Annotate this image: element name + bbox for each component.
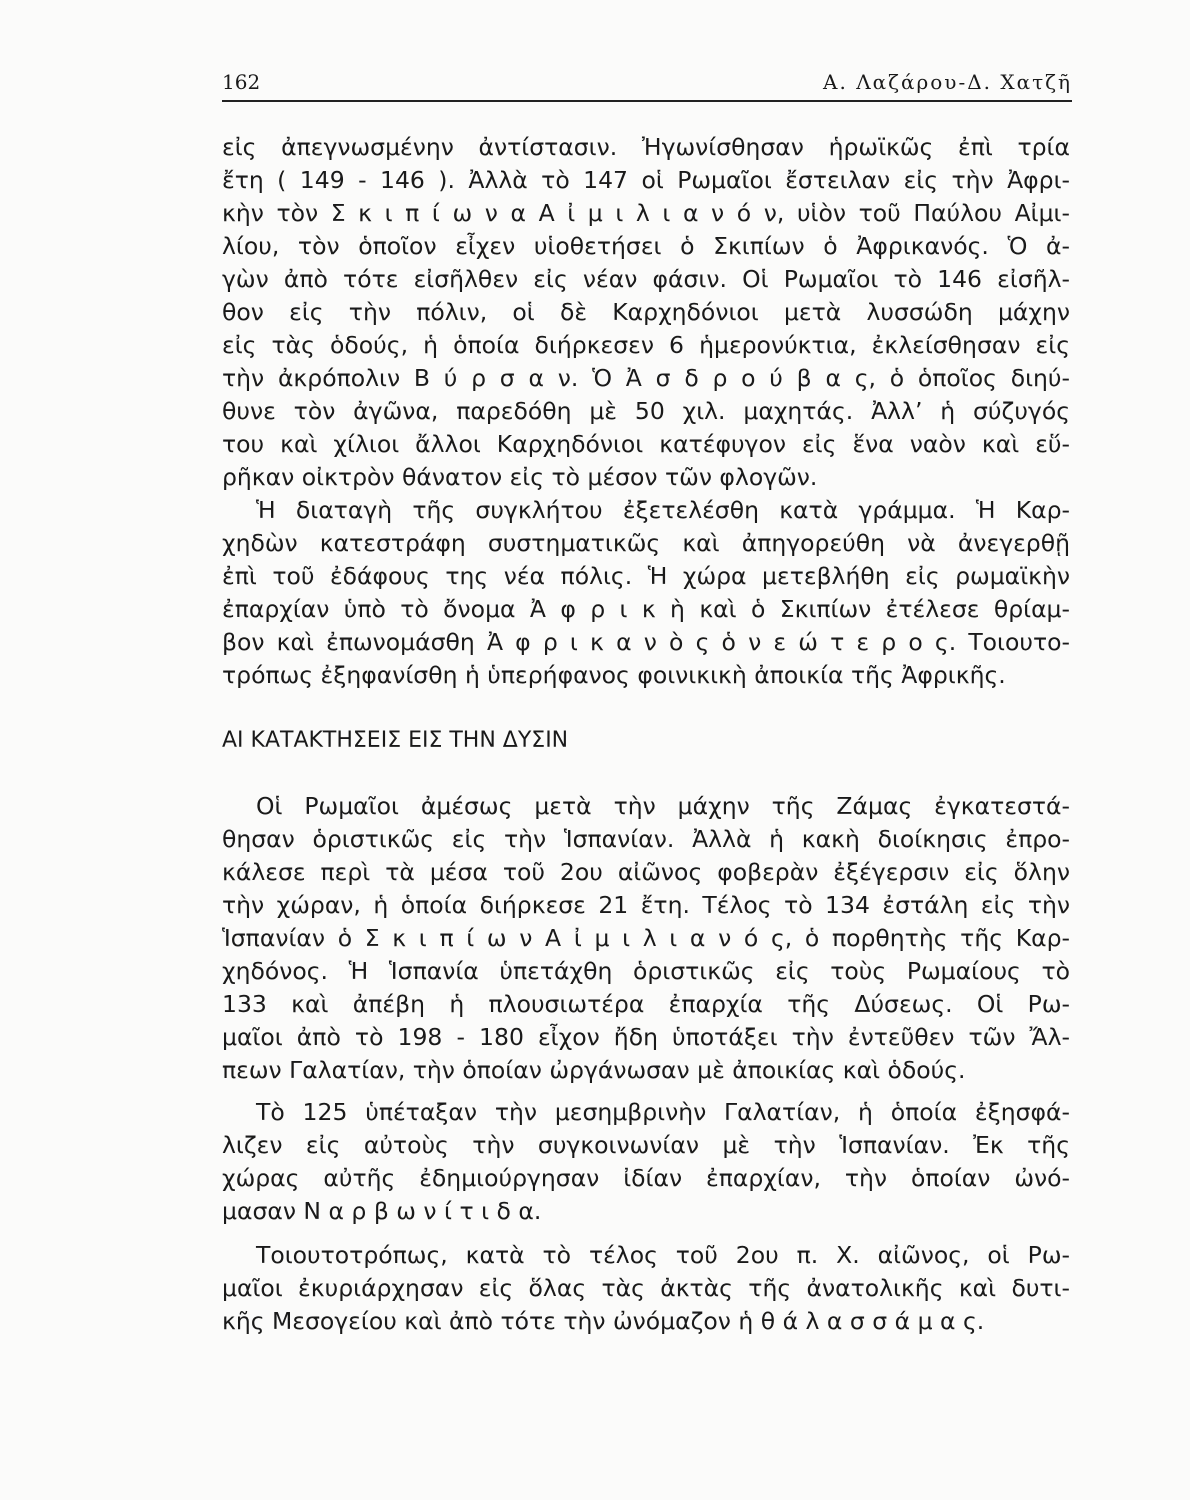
paragraph: [222, 131, 1070, 494]
text-line: ἐπαρχίαν ὑπὸ τὸ ὄνομα Ἀ φ ρ ι κ ὴ καὶ ὁ Σκιπίων ἐτέλεσε θρίαμ-: [222, 595, 1070, 623]
text-line: γὼν ἀπὸ τότε εἰσῆλθεν εἰς νέαν φάσιν. Οἱ Ρωμαῖοι τὸ 146 εἰσῆλ-: [222, 265, 1070, 293]
text-line: κῆς Μεσογείου καὶ ἀπὸ τότε τὴν ὠνόμαζον ἡ θ ά λ α σ σ ά μ α ς.: [222, 1307, 985, 1335]
section-heading: ΑΙ ΚΑΤΑΚΤΗΣΕΙΣ ΕΙΣ ΤΗΝ ΔΥΣΙΝ: [222, 728, 569, 753]
text-line: εἰς ἀπεγνωσμένην ἀντίστασιν. Ἠγωνίσθησαν ἡρωϊκῶς ἐπὶ τρία: [222, 133, 1070, 161]
text-line: 133 καὶ ἀπέβη ἡ πλουσιωτέρα ἐπαρχία τῆς Δύσεως. Οἱ Ρω-: [222, 990, 1070, 1018]
text-line: μαῖοι ἀπὸ τὸ 198 - 180 εἶχον ἤδη ὑποτάξει τὴν ἐντεῦθεν τῶν Ἄλ-: [222, 1023, 1070, 1051]
text-line: Οἱ Ρωμαῖοι ἀμέσως μετὰ τὴν μάχην τῆς Ζάμας ἐγκατεστά-: [256, 792, 1070, 820]
text-line: τρόπως ἐξηφανίσθη ἡ ὑπερήφανος φοινικικὴ ἀποικία τῆς Ἀφρικῆς.: [222, 661, 1006, 689]
text-line: θυνε τὸν ἀγῶνα, παρεδόθη μὲ 50 χιλ. μαχητάς. Ἀλλ’ ἡ σύζυγός: [222, 397, 1070, 425]
text-line: χώρας αὐτῆς ἐδημιούργησαν ἰδίαν ἐπαρχίαν, τὴν ὁποίαν ὠνό-: [222, 1164, 1070, 1192]
text-line: Τὸ 125 ὑπέταξαν τὴν μεσημβρινὴν Γαλατίαν, ἡ ὁποία ἐξησφά-: [256, 1098, 1070, 1126]
text-line: εἰς τὰς ὁδούς, ἡ ὁποία διήρκεσεν 6 ἡμερονύκτια, ἐκλείσθησαν εἰς: [222, 331, 1070, 359]
paragraph: [222, 1239, 1070, 1338]
text-line: Τοιουτοτρόπως, κατὰ τὸ τέλος τοῦ 2ου π. Χ. αἰῶνος, οἱ Ρω-: [256, 1241, 1070, 1269]
text-line: μαῖοι ἐκυριάρχησαν εἰς ὅλας τὰς ἀκτὰς τῆς ἀνατολικῆς καὶ δυτι-: [222, 1274, 1070, 1302]
text-line: Ἡ διαταγὴ τῆς συγκλήτου ἐξετελέσθη κατὰ γράμμα. Ἡ Καρ-: [256, 496, 1070, 524]
text-line: τὴν ἀκρόπολιν Β ύ ρ σ α ν. Ὁ Ἀ σ δ ρ ο ύ β α ς, ὁ ὁποῖος διηύ-: [222, 364, 1070, 392]
paragraph: [222, 790, 1070, 1087]
text-line: θησαν ὁριστικῶς εἰς τὴν Ἱσπανίαν. Ἀλλὰ ἡ κακὴ διοίκησις ἐπρο-: [222, 825, 1070, 853]
page-number: 162: [222, 70, 261, 94]
body-text-bottom: [222, 790, 1070, 1338]
text-line: κάλεσε περὶ τὰ μέσα τοῦ 2ου αἰῶνος φοβερὰν ἐξέγερσιν εἰς ὅλην: [222, 858, 1070, 886]
running-author: Α. Λαζάρου-Δ. Χατζῆ: [823, 70, 1072, 94]
text-line: λιζεν εἰς αὐτοὺς τὴν συγκοινωνίαν μὲ τὴν Ἱσπανίαν. Ἐκ τῆς: [222, 1131, 1070, 1159]
text-line: βον καὶ ἐπωνομάσθη Ἀ φ ρ ι κ α ν ὸ ς ὁ ν ε ώ τ ε ρ ο ς. Τοιουτο-: [222, 628, 1070, 656]
text-line: χηδὼν κατεστράφη συστηματικῶς καὶ ἀπηγορεύθη νὰ ἀνεγερθῇ: [222, 529, 1070, 557]
header-rule: [222, 100, 1072, 102]
text-line: λίου, τὸν ὁποῖον εἶχεν υἱοθετήσει ὁ Σκιπίων ὁ Ἀφρικανός. Ὁ ἀ-: [222, 232, 1070, 260]
paragraph: [222, 1096, 1070, 1228]
text-line: Ἱσπανίαν ὁ Σ κ ι π ί ω ν Α ἰ μ ι λ ι α ν ό ς, ὁ πορθητὴς τῆς Καρ-: [222, 924, 1070, 952]
page-body: [222, 131, 1070, 1338]
text-line: πεων Γαλατίαν, τὴν ὁποίαν ὠργάνωσαν μὲ ἀποικίας καὶ ὁδούς.: [222, 1056, 966, 1084]
text-line: κὴν τὸν Σ κ ι π ί ω ν α Α ἰ μ ι λ ι α ν ό ν, υἱὸν τοῦ Παύλου Αἰμι-: [222, 199, 1070, 227]
text-line: μασαν Ν α ρ β ω ν ί τ ι δ α.: [222, 1197, 542, 1225]
running-header: [222, 70, 1072, 98]
text-line: τὴν χώραν, ἡ ὁποία διήρκεσε 21 ἔτη. Τέλος τὸ 134 ἐστάλη εἰς τὴν: [222, 891, 1070, 919]
paragraph: [222, 494, 1070, 692]
text-line: χηδόνος. Ἡ Ἱσπανία ὑπετάχθη ὁριστικῶς εἰς τοὺς Ρωμαίους τὸ: [222, 957, 1070, 985]
text-line: θον εἰς τὴν πόλιν, οἱ δὲ Καρχηδόνιοι μετὰ λυσσώδη μάχην: [222, 298, 1070, 326]
text-line: ἔτη ( 149 - 146 ). Ἀλλὰ τὸ 147 οἱ Ρωμαῖοι ἔστειλαν εἰς τὴν Ἀφρι-: [222, 166, 1070, 194]
text-line: ἐπὶ τοῦ ἐδάφους της νέα πόλις. Ἡ χώρα μετεβλήθη εἰς ρωμαϊκὴν: [222, 562, 1070, 590]
text-line: του καὶ χίλιοι ἄλλοι Καρχηδόνιοι κατέφυγον εἰς ἕνα ναὸν καὶ εὕ-: [222, 430, 1070, 458]
text-line: ρῆκαν οἰκτρὸν θάνατον εἰς τὸ μέσον τῶν φλογῶν.: [222, 463, 818, 491]
body-text-top: [222, 131, 1070, 692]
